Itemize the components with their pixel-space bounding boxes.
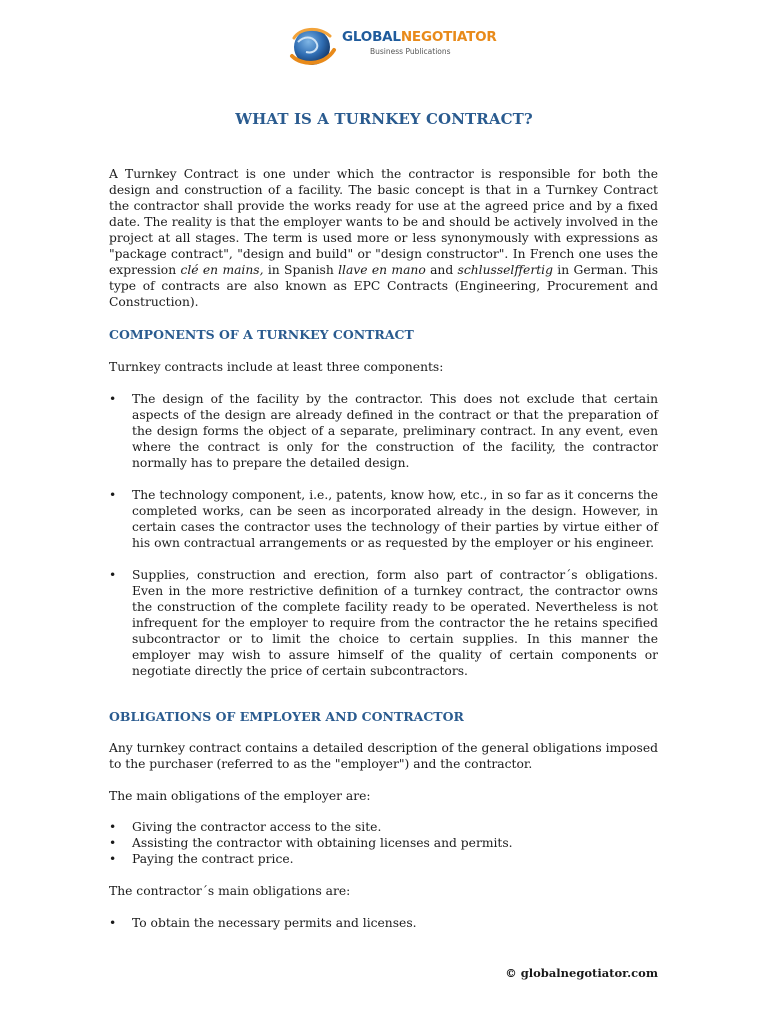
list-item-text: To obtain the necessary permits and licenses. (132, 916, 417, 930)
bullet-icon: • (109, 568, 117, 582)
intro-text-1: A Turnkey Contract is one under which the contractor is responsible for both the design and construction of a facility. The basic concept is that in a Turnkey Contract the contractor shall provide the works ready for use at the agreed price and by a fixed date. The reality is that the employer wants to be and should be actively involved in the project at all stages. The term is used more or less synonymously with expressions as "package contract", "design and build" or "design constructor". In French one uses the expression (109, 167, 658, 277)
logo-subtitle: Business Publications (370, 47, 451, 56)
list-item (109, 835, 658, 851)
employer-obligations-list (109, 819, 658, 867)
logo-wordmark (342, 29, 497, 45)
section-heading-obligations: OBLIGATIONS OF EMPLOYER AND CONTRACTOR (109, 709, 464, 724)
page-title: WHAT IS A TURNKEY CONTRACT? (235, 110, 533, 128)
list-item-text: Paying the contract price. (132, 852, 294, 866)
components-list (109, 391, 658, 679)
obligations-intro: Any turnkey contract contains a detailed description of the general obligations imposed to the purchaser (referred to as the "employer") and the contractor. (109, 741, 658, 771)
document-body (109, 166, 658, 931)
list-item (109, 567, 658, 679)
intro-text-4: in German. This type of contracts are also known as EPC Contracts (Engineering, Procurement and Construction). (109, 263, 659, 309)
employer-obligations-lead: The main obligations of the employer are: (109, 789, 371, 803)
list-item-text: The technology component, i.e., patents, know how, etc., in so far as it concerns the completed works, can be seen as incorporated already in the design. However, in certain cases the contractor uses the technology of their parties by virtue either of his own contractual arrangements or as requested by the employer or his engineer. (132, 488, 658, 550)
list-item (109, 487, 658, 551)
bullet-icon: • (109, 392, 117, 406)
intro-paragraph (109, 166, 658, 310)
footer-copyright: © globalnegotiator.com (505, 966, 658, 980)
intro-italic-french: clé en mains, (180, 263, 264, 277)
contractor-obligations-list (109, 915, 658, 931)
list-item-text: Supplies, construction and erection, form also part of contractor´s obligations. Even in the more restrictive definition of a turnkey contract, the contractor owns the construction of the complete facility ready to be operated. Nevertheless is not infrequent for the employer to require from the contractor the he retains specified subcontractor or to limit the choice to certain supplies. In this manner the employer may wish to assure himself of the quality of certain components or negotiate directly the price of certain subcontractors. (132, 568, 658, 678)
bullet-icon: • (109, 820, 117, 834)
list-item (109, 915, 658, 931)
bullet-icon: • (109, 916, 117, 930)
list-item (109, 819, 658, 835)
section-heading-components: COMPONENTS OF A TURNKEY CONTRACT (109, 327, 414, 342)
intro-text-3: and (425, 263, 458, 277)
intro-italic-german: schlusselffertig (457, 263, 553, 277)
bullet-icon: • (109, 836, 117, 850)
globe-logo-icon (286, 20, 338, 72)
list-item (109, 851, 658, 867)
list-item-text: The design of the facility by the contractor. This does not exclude that certain aspects of the design are already defined in the contract or that the preparation of the design forms the object of a separate, preliminary contract. In any event, even where the contract is only for the construction of the facility, the contractor normally has to prepare the detailed design. (132, 392, 658, 470)
contractor-obligations-lead: The contractor´s main obligations are: (109, 884, 351, 898)
list-item-text: Giving the contractor access to the site. (132, 820, 382, 834)
bullet-icon: • (109, 852, 117, 866)
bullet-icon: • (109, 488, 117, 502)
intro-text-2: in Spanish (263, 263, 339, 277)
logo-word-global: GLOBAL (342, 29, 401, 45)
list-item (109, 391, 658, 471)
components-lead: Turnkey contracts include at least three components: (109, 360, 444, 374)
intro-italic-spanish: llave en mano (338, 263, 426, 277)
logo-word-negotiator: NEGOTIATOR (400, 29, 497, 45)
list-item-text: Assisting the contractor with obtaining licenses and permits. (132, 836, 513, 850)
brand-logo (286, 20, 497, 72)
